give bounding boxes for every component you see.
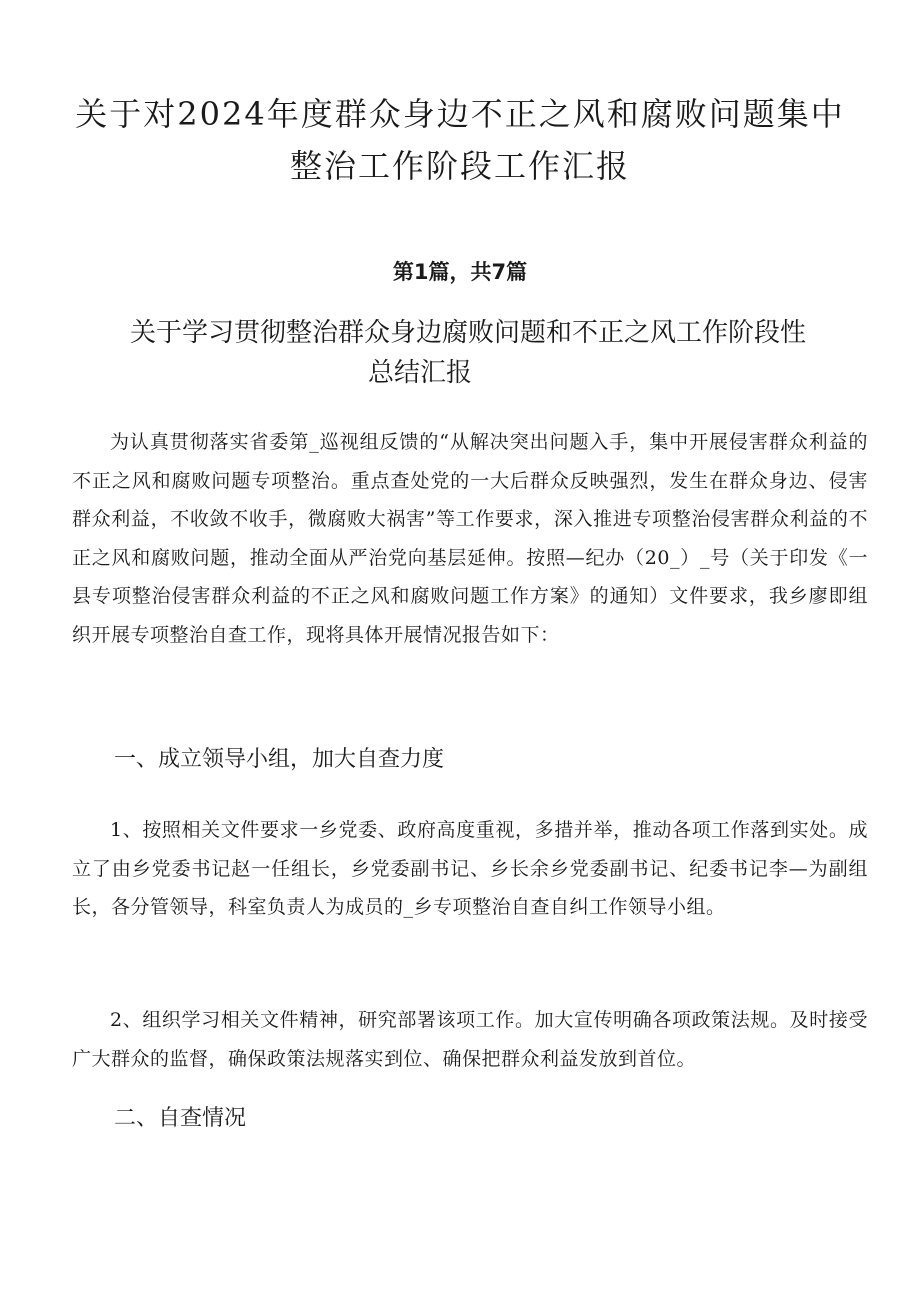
- item-1-paragraph: 1、按照相关文件要求一乡党委、政府高度重视，多措并举，推动各项工作落到实处。成立了由乡党委书记赵一任组长，乡党委副书记、乡长余乡党委副书记、纪委书记李—为副组长，各分管领导，科室负责人为成员的_乡专项整治自查自纠工作领导小组。: [72, 819, 868, 918]
- part-label: 第1篇，共7篇: [392, 260, 528, 284]
- document-title: 关于对2024年度群众身边不正之风和腐败问题集中整治工作阶段工作汇报: [75, 95, 845, 185]
- item-2-paragraph: 2、组织学习相关文件精神，研究部署该项工作。加大宣传明确各项政策法规。及时接受广大群众的监督，确保政策法规落实到位、确保把群众利益发放到首位。: [72, 1009, 868, 1070]
- section-subtitle: [130, 313, 870, 393]
- intro-paragraph: 为认真贯彻落实省委第_巡视组反馈的“从解决突出问题入手，集中开展侵害群众利益的不正之风和腐败问题专项整治。重点查处党的一大后群众反映强烈，发生在群众身边、侵害群众利益，不收敛不收手，微腐败大祸害”等工作要求，深入推进专项整治侵害群众利益的不正之风和腐败问题，推动全面从严治党向基层延伸。按照—纪办（20_）_号（关于印发《一县专项整治侵害群众利益的不正之风和腐败问题工作方案》的通知）文件要求，我乡廖即组织开展专项整治自查工作，现将具体开展情况报告如下：: [72, 431, 868, 646]
- section-1-heading: 一、成立领导小组，加大自查力度: [114, 747, 445, 772]
- subtitle-line-2: 总结汇报: [368, 358, 473, 388]
- subtitle-line-1: 关于学习贯彻整治群众身边腐败问题和不正之风工作阶段性: [130, 318, 807, 348]
- section-2-heading: 二、自查情况: [114, 1106, 247, 1131]
